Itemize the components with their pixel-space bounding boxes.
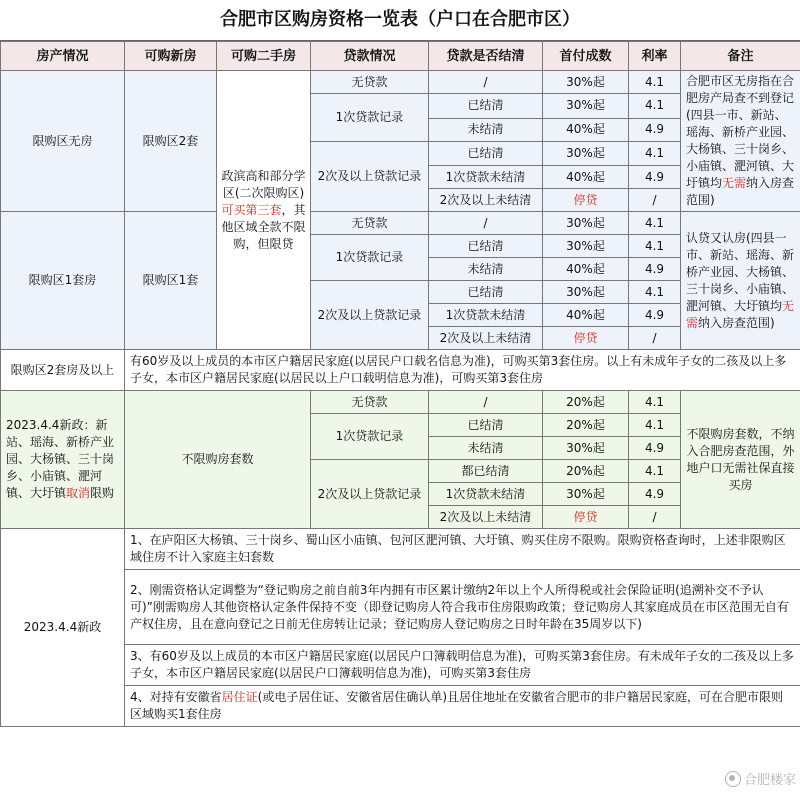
interest-rate: 4.1 xyxy=(629,71,681,94)
interest-rate: 4.1 xyxy=(629,212,681,235)
loan-status: 1次贷款记录 xyxy=(311,235,429,281)
page-title: 合肥市区购房资格一览表（户口在合肥市区） xyxy=(0,0,800,41)
interest-rate: 4.1 xyxy=(629,235,681,258)
settle-status: 2次及以上未结清 xyxy=(429,189,543,212)
settle-status: 已结清 xyxy=(429,235,543,258)
header-note: 备注 xyxy=(681,42,800,71)
down-payment: 30%起 xyxy=(543,71,629,94)
settle-status: 2次及以上未结清 xyxy=(429,506,543,529)
property-status: 限购区2套房及以上 xyxy=(1,350,125,391)
policy-item-4: 4、对持有安徽省居住证(或电子居住证、安徽省居住确认单)且居住地址在安徽省合肥市的非户籍居民家庭，可在合肥市限则区域购买1套住房 xyxy=(125,686,800,727)
loan-status: 无贷款 xyxy=(311,212,429,235)
loan-status: 无贷款 xyxy=(311,71,429,94)
header-rate: 利率 xyxy=(629,42,681,71)
down-payment: 20%起 xyxy=(543,460,629,483)
wechat-logo-icon xyxy=(725,771,741,787)
interest-rate: 4.9 xyxy=(629,483,681,506)
settle-status: 1次贷款未结清 xyxy=(429,483,543,506)
header-new-house: 可购新房 xyxy=(125,42,217,71)
settle-status: 未结清 xyxy=(429,258,543,281)
header-row xyxy=(1,42,800,71)
loan-status: 1次贷款记录 xyxy=(311,414,429,460)
loan-status: 无贷款 xyxy=(311,391,429,414)
note: 合肥市区无房指在合肥房产局查不到登记(四县一市、新站、瑶海、新桥产业园、大杨镇、三十岗乡、小庙镇、淝河镇、大圩镇均无需纳入房查范围) xyxy=(681,71,800,212)
header-settled: 贷款是否结清 xyxy=(429,42,543,71)
qualification-table xyxy=(0,41,800,727)
down-payment: 30%起 xyxy=(543,141,629,166)
table-row xyxy=(1,391,800,414)
table-row xyxy=(1,350,800,391)
note: 不限购房套数，不纳入合肥房查范围，外地户口无需社保直接买房 xyxy=(681,391,800,529)
down-payment: 停贷 xyxy=(543,506,629,529)
interest-rate: 4.1 xyxy=(629,460,681,483)
property-status: 2023.4.4新政：新站、瑶海、新桥产业园、大杨镇、三十岗乡、小庙镇、淝河镇、大圩镇取消限购 xyxy=(1,391,125,529)
settle-status: / xyxy=(429,391,543,414)
policy-item-2: 2、刚需资格认定调整为“登记购房之前自前3年内拥有市区累计缴纳2年以上个人所得税或社会保险证明(追溯补交不予认可)”刚需购房人其他资格认定条件保持不变（即登记购房人符合我市住房限购政策；登记购房人其家庭成员在市区范围无自有产权住房，且在意向登记之日前无住房转让记录；登记购房人登记购房之日时年龄在35周岁以下) xyxy=(125,570,800,645)
second-house-policy: 政滨高和部分学区(二次限购区)可买第三套，其他区域全款不限购，但限贷 xyxy=(217,71,311,350)
policy-text: 有60岁及以上成员的本市区户籍居民家庭(以居民户口载名信息为准)，可购买第3套住房。以上有未成年子女的二孩及以上多子女，本市区户籍居民家庭(以居民以上户口载明信息为准)，可购买第3套住房 xyxy=(125,350,800,391)
note: 认贷又认房(四县一市、新站、瑶海、新桥产业园、大杨镇、三十岗乡、小庙镇、淝河镇、大圩镇均无需纳入房查范围) xyxy=(681,212,800,350)
table-row xyxy=(1,212,800,235)
down-payment: 40%起 xyxy=(543,166,629,189)
down-payment: 停贷 xyxy=(543,327,629,350)
down-payment: 40%起 xyxy=(543,118,629,141)
interest-rate: 4.1 xyxy=(629,281,681,304)
settle-status: 1次贷款未结清 xyxy=(429,304,543,327)
settle-status: 2次及以上未结清 xyxy=(429,327,543,350)
interest-rate: 4.1 xyxy=(629,391,681,414)
interest-rate: 4.9 xyxy=(629,166,681,189)
new-house-quota: 限购区2套 xyxy=(125,71,217,212)
settle-status: / xyxy=(429,71,543,94)
settle-status: 未结清 xyxy=(429,118,543,141)
interest-rate: / xyxy=(629,506,681,529)
interest-rate: 4.1 xyxy=(629,414,681,437)
down-payment: 40%起 xyxy=(543,258,629,281)
header-loan: 贷款情况 xyxy=(311,42,429,71)
settle-status: / xyxy=(429,212,543,235)
settle-status: 都已结清 xyxy=(429,460,543,483)
settle-status: 已结清 xyxy=(429,141,543,166)
new-house-quota: 限购区1套 xyxy=(125,212,217,350)
property-status: 2023.4.4新政 xyxy=(1,529,125,727)
settle-status: 已结清 xyxy=(429,414,543,437)
down-payment: 20%起 xyxy=(543,414,629,437)
down-payment: 20%起 xyxy=(543,391,629,414)
interest-rate: 4.9 xyxy=(629,118,681,141)
down-payment: 40%起 xyxy=(543,304,629,327)
down-payment: 30%起 xyxy=(543,94,629,119)
loan-status: 2次及以上贷款记录 xyxy=(311,141,429,212)
watermark: 合肥楼家 xyxy=(725,769,796,788)
property-status: 限购区1套房 xyxy=(1,212,125,350)
table-row xyxy=(1,71,800,94)
down-payment: 30%起 xyxy=(543,235,629,258)
down-payment: 30%起 xyxy=(543,212,629,235)
header-down-payment: 首付成数 xyxy=(543,42,629,71)
interest-rate: / xyxy=(629,189,681,212)
interest-rate: 4.1 xyxy=(629,141,681,166)
interest-rate: 4.9 xyxy=(629,304,681,327)
settle-status: 1次贷款未结清 xyxy=(429,166,543,189)
interest-rate: 4.9 xyxy=(629,437,681,460)
new-house-quota: 不限购房套数 xyxy=(125,391,311,529)
down-payment: 停贷 xyxy=(543,189,629,212)
settle-status: 未结清 xyxy=(429,437,543,460)
header-property: 房产情况 xyxy=(1,42,125,71)
property-status: 限购区无房 xyxy=(1,71,125,212)
policy-item-3: 3、有60岁及以上成员的本市区户籍居民家庭(以居民户口簿载明信息为准)，可购买第3套住房。有未成年子女的二孩及以上多子女，本市区户籍居民家庭(以居民户口簿载明信息为准)，可购买第3套住房 xyxy=(125,645,800,686)
interest-rate: 4.9 xyxy=(629,258,681,281)
settle-status: 已结清 xyxy=(429,281,543,304)
policy-item-1: 1、在庐阳区大杨镇、三十岗乡、蜀山区小庙镇、包河区淝河镇、大圩镇、购买住房不限购。限购资格查询时，上述非限购区域住房不计入家庭主妇套数 xyxy=(125,529,800,570)
interest-rate: 4.1 xyxy=(629,94,681,119)
down-payment: 30%起 xyxy=(543,437,629,460)
down-payment: 30%起 xyxy=(543,483,629,506)
loan-status: 2次及以上贷款记录 xyxy=(311,281,429,350)
interest-rate: / xyxy=(629,327,681,350)
settle-status: 已结清 xyxy=(429,94,543,119)
table-row xyxy=(1,529,800,570)
loan-status: 2次及以上贷款记录 xyxy=(311,460,429,529)
down-payment: 30%起 xyxy=(543,281,629,304)
loan-status: 1次贷款记录 xyxy=(311,94,429,142)
header-second-house: 可购二手房 xyxy=(217,42,311,71)
